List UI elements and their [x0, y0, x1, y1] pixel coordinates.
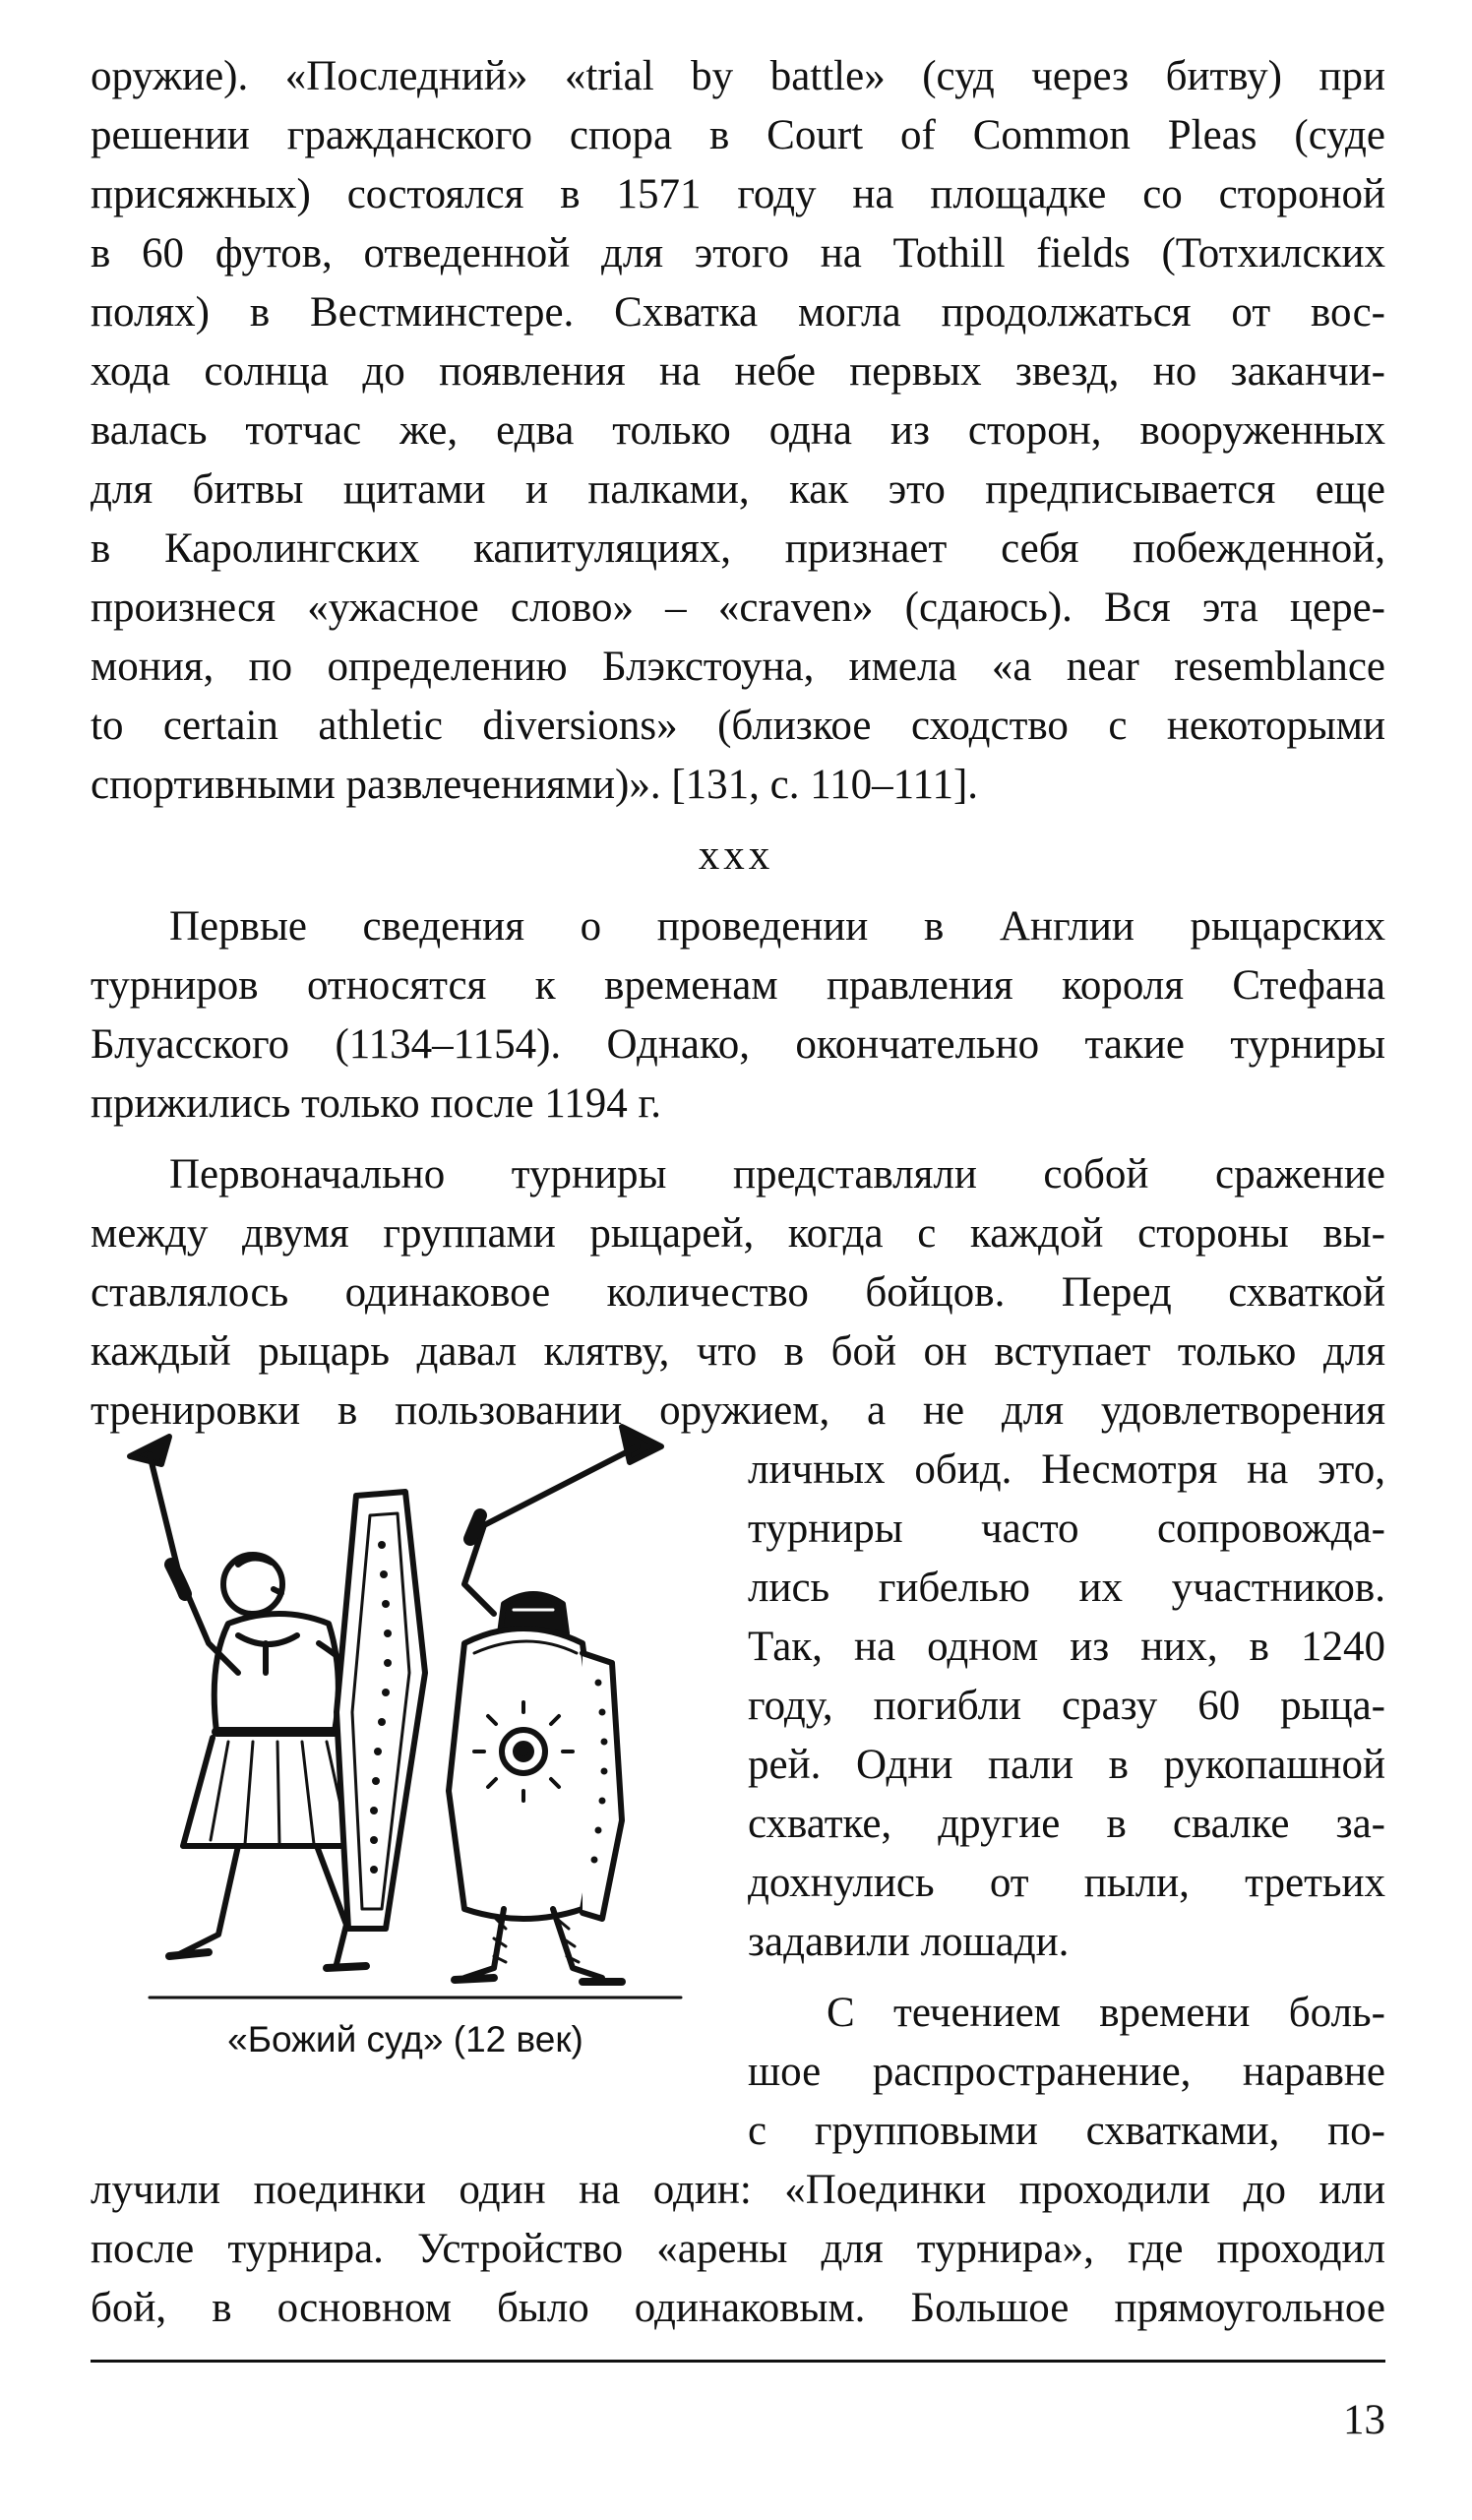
figure-caption: «Божий суд» (12 век)	[227, 2019, 583, 2059]
text-line: рей. Одни пали в рукопашной	[748, 1742, 1385, 1788]
text-line: турниры часто сопровожда-	[748, 1506, 1385, 1552]
text-line: бой, в основном было одинаковым. Большое прямоугольное	[91, 2285, 1385, 2331]
text-line: Так, на одном из них, в 1240	[748, 1624, 1385, 1670]
text-line: Первые сведения о проведении в Англии рыцарских	[169, 903, 1385, 950]
text-line: схватке, другие в свалке за-	[748, 1801, 1385, 1847]
footer-rule	[91, 2360, 1385, 2363]
text-line: прижились только после 1194 г.	[91, 1080, 661, 1127]
text-line: между двумя группами рыцарей, когда с каждой стороны вы-	[91, 1210, 1385, 1257]
page-number: 13	[1343, 2397, 1385, 2443]
right-fighter-figure	[449, 1427, 661, 1982]
left-fighter-figure	[130, 1437, 370, 1968]
text-line: присяжных) состоялся в 1571 году на площадке со стороной	[91, 171, 1385, 217]
text-line: с групповыми схватками, по-	[748, 2108, 1385, 2154]
text-line: валась тотчас же, едва только одна из сторон, вооруженных	[91, 407, 1385, 454]
text-line: произнеся «ужасное слово» – «craven» (сдаюсь). Вся эта цере-	[91, 584, 1385, 631]
text-line: в Каролингских капитуляциях, признает себя побежденной,	[91, 525, 1385, 572]
text-line: турниров относятся к временам правления короля Стефана	[91, 962, 1385, 1009]
text-line: оружие). «Последний» «trial by battle» (суд через битву) при	[91, 53, 1385, 99]
text-line: полях) в Вестминстере. Схватка могла продолжаться от вос-	[91, 289, 1385, 336]
text-line: дохнулись от пыли, третьих	[748, 1860, 1385, 1906]
left-shield-figure	[337, 1492, 425, 1929]
text-line: Первоначально турниры представляли собой сражение	[169, 1151, 1385, 1198]
text-line: тренировки в пользовании оружием, а не для удовлетворения	[91, 1387, 1385, 1434]
text-line: году, погибли сразу 60 рыца-	[748, 1683, 1385, 1729]
text-line: ставлялось одинаковое количество бойцов. Перед схваткой	[91, 1269, 1385, 1316]
text-line: to certain athletic diversions» (близкое сходство с некоторыми	[91, 703, 1385, 749]
text-line: Блуасского (1134–1154). Однако, окончательно такие турниры	[91, 1021, 1385, 1068]
text-line: после турнира. Устройство «арены для турнира», где проходил	[91, 2226, 1385, 2272]
text-line: задавили лошади.	[748, 1919, 1070, 1965]
text-line: шое распространение, наравне	[748, 2049, 1385, 2095]
text-line: для битвы щитами и палками, как это предписывается еще	[91, 466, 1385, 513]
section-separator: ххх	[698, 832, 774, 879]
text-line: решении гражданского спора в Court of Common Pleas (суде	[91, 112, 1385, 158]
text-line: хода солнца до появления на небе первых звезд, но заканчи-	[91, 348, 1385, 395]
text-line: мония, по определению Блэкстоуна, имела «a near resemblance	[91, 644, 1385, 690]
right-shield-figure	[583, 1653, 622, 1919]
duel-illustration	[91, 1417, 720, 2007]
text-line: лись гибелью их участников.	[748, 1565, 1385, 1611]
text-line: спортивными развлечениями)». [131, с. 110–111].	[91, 762, 979, 808]
text-line: в 60 футов, отведенной для этого на Tothill fields (Тотхилских	[91, 230, 1385, 277]
text-line: личных обид. Несмотря на это,	[748, 1446, 1385, 1493]
text-line: лучили поединки один на один: «Поединки проходили до или	[91, 2167, 1385, 2213]
text-line: каждый рыцарь давал клятву, что в бой он вступает только для	[91, 1328, 1385, 1375]
text-line: С течением времени боль-	[827, 1990, 1385, 2036]
